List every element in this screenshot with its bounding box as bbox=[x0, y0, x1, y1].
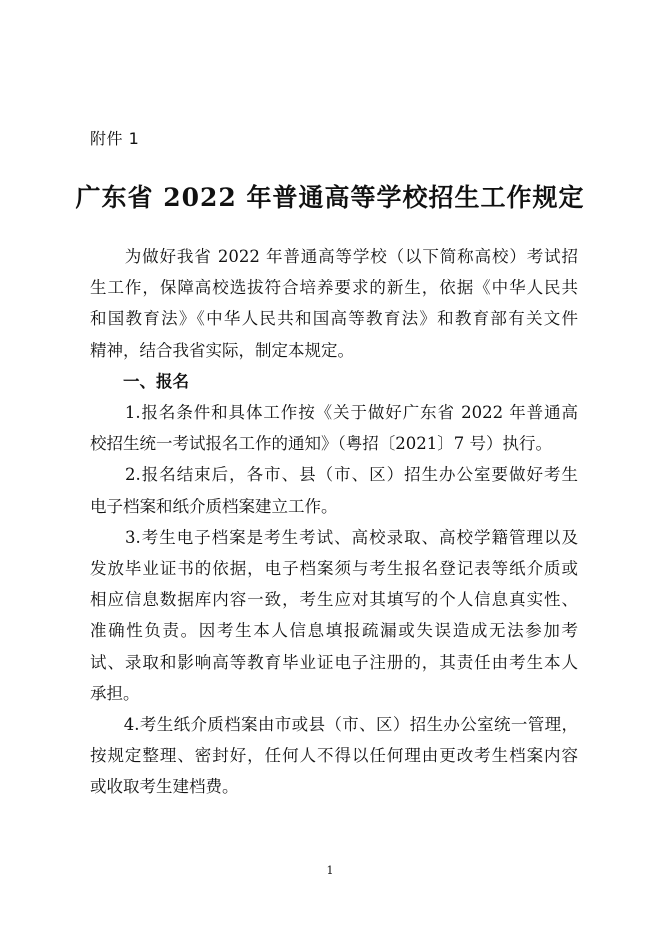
paragraph-line: 2.报名结束后，各市、县（市、区）招生办公室要做好考生 bbox=[90, 465, 578, 485]
paragraph-line: 和国教育法》《中华人民共和国高等教育法》和教育部有关文件 bbox=[90, 309, 578, 329]
document-title: 广东省 2022 年普通高等学校招生工作规定 bbox=[75, 183, 585, 212]
paragraph-line: 试、录取和影响高等教育毕业证电子注册的，其责任由考生本人 bbox=[90, 652, 578, 672]
item-paragraph-1 bbox=[90, 397, 578, 459]
item-paragraph-4 bbox=[90, 709, 578, 803]
item-paragraph-3 bbox=[90, 522, 578, 709]
attachment-label: 附件 1 bbox=[90, 129, 140, 148]
intro-paragraph bbox=[90, 241, 578, 366]
paragraph-line: 4.考生纸介质档案由市或县（市、区）招生办公室统一管理， bbox=[90, 715, 578, 735]
paragraph-line: 生工作，保障高校选拔符合培养要求的新生，依据《中华人民共 bbox=[90, 278, 578, 298]
paragraph-line: 发放毕业证书的依据，电子档案须与考生报名登记表等纸介质或 bbox=[90, 559, 578, 579]
paragraph-line: 校招生统一考试报名工作的通知》（粤招〔2021〕7 号）执行。 bbox=[90, 434, 552, 454]
paragraph-line: 承担。 bbox=[90, 683, 140, 703]
paragraph-line: 相应信息数据库内容一致，考生应对其填写的个人信息真实性、 bbox=[90, 590, 578, 610]
paragraph-line: 准确性负责。因考生本人信息填报疏漏或失误造成无法参加考 bbox=[90, 621, 578, 641]
paragraph-line: 精神，结合我省实际，制定本规定。 bbox=[90, 340, 354, 360]
paragraph-line: 电子档案和纸介质档案建立工作。 bbox=[90, 496, 338, 516]
paragraph-line: 或收取考生建档费。 bbox=[90, 777, 239, 797]
paragraph-line: 1.报名条件和具体工作按《关于做好广东省 2022 年普通高 bbox=[90, 403, 578, 423]
paragraph-line: 按规定整理、密封好，任何人不得以任何理由更改考生档案内容 bbox=[90, 746, 578, 766]
paragraph-line: 3.考生电子档案是考生考试、高校录取、高校学籍管理以及 bbox=[90, 527, 578, 547]
item-paragraph-2 bbox=[90, 459, 578, 521]
paragraph-line: 为做好我省 2022 年普通高等学校（以下简称高校）考试招 bbox=[90, 247, 578, 266]
page-number: 1 bbox=[326, 864, 334, 877]
document-body bbox=[90, 241, 578, 803]
section-heading: 一、报名 bbox=[90, 371, 189, 391]
